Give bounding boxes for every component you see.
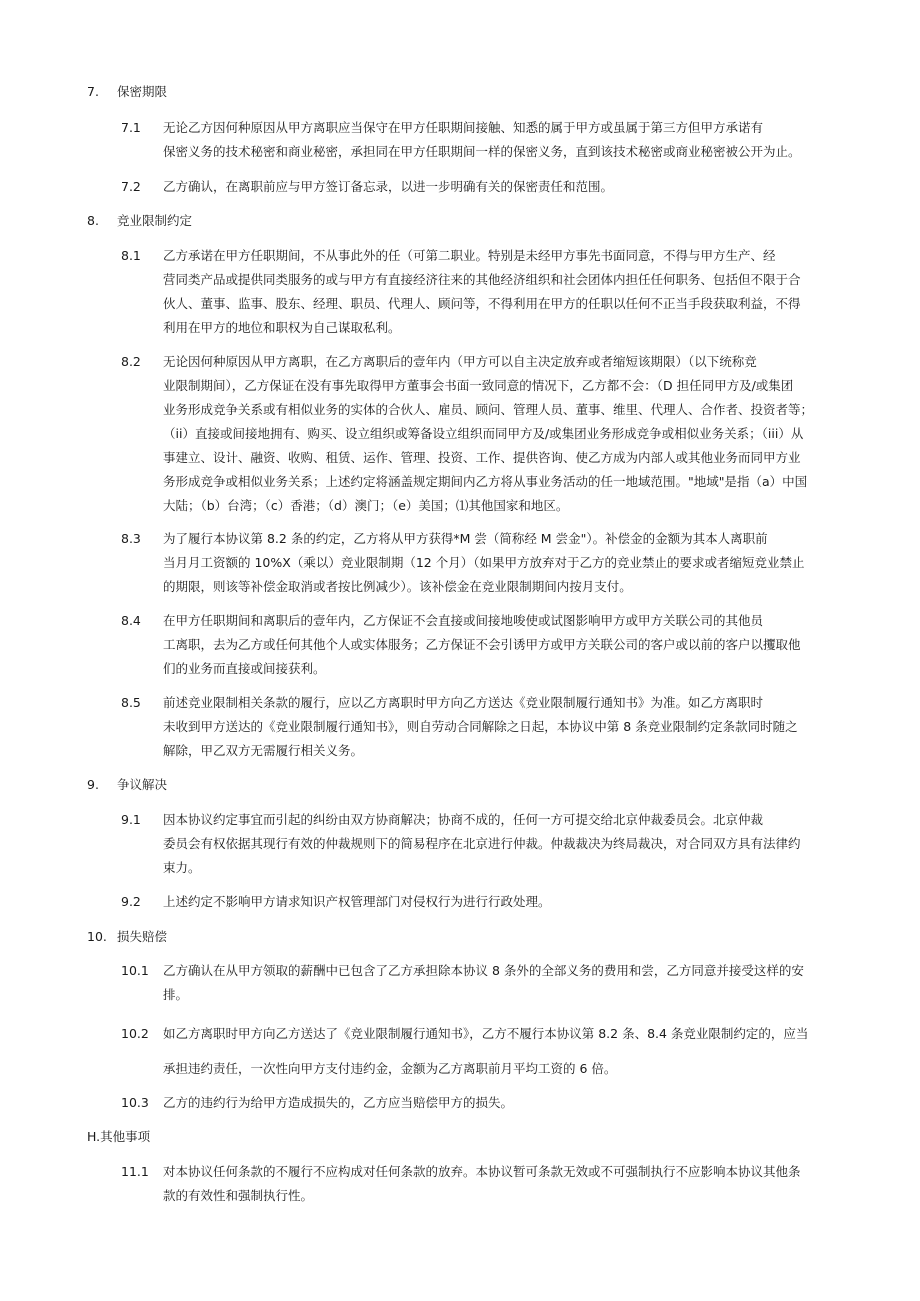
- clause-8-2-line4: （ii）直接或间接地拥有、购买、设立组织或筹备设立组织而同甲方及/或集团业务形成竞争或相似业务关系；（iii）从: [163, 426, 804, 441]
- section-10-number: 10.: [87, 929, 107, 944]
- clause-8-5-number: 8.5: [121, 695, 141, 710]
- section-9-title: 争议解决: [117, 777, 168, 792]
- clause-8-1-line1: 乙方承诺在甲方任职期间，不从事此外的任（可第二职业。特别是未经甲方事先书面同意，不得与甲方生产、经: [163, 248, 776, 263]
- clause-10-2-number: 10.2: [121, 1026, 149, 1041]
- clause-9-2-line1: 上述约定不影响甲方请求知识产权管理部门对侵权行为进行行政处理。: [163, 894, 551, 909]
- clause-10-3-line1: 乙方的违约行为给甲方造成损失的，乙方应当赔偿甲方的损失。: [163, 1095, 514, 1110]
- section-10-title: 损失赔偿: [117, 929, 168, 944]
- clause-8-3-line1: 为了履行本协议第 8.2 条的约定，乙方将从甲方获得*M 尝（简称经 M 尝金"）。补偿金的金额为其本人离职前: [163, 531, 768, 546]
- clause-8-4-line1: 在甲方任职期间和离职后的壹年内，乙方保证不会直接或间接地唆使或试图影响甲方或甲方关联公司的其他员: [163, 613, 764, 628]
- clause-9-2-number: 9.2: [121, 894, 141, 909]
- clause-11-1-number: 11.1: [121, 1164, 149, 1179]
- clause-9-1-line2: 委员会有权依据其现行有效的仲裁规则下的简易程序在北京进行仲裁。仲裁裁决为终局裁决，对合同双方具有法律约: [163, 836, 801, 851]
- clause-10-1-number: 10.1: [121, 963, 149, 978]
- clause-8-3-line3: 的期限，则该等补偿金取消或者按比例减少）。该补偿金在竞业限制期间内按月支付。: [163, 579, 632, 594]
- section-9-number: 9.: [87, 777, 99, 792]
- clause-10-1-line2: 排。: [163, 987, 189, 1002]
- clause-8-5-line3: 解除，甲乙双方无需履行相关义务。: [163, 743, 364, 758]
- section-7-number: 7.: [87, 84, 99, 99]
- clause-8-2-line3: 业务形成竞争关系或有相似业务的实体的合伙人、雇员、顾问、管理人员、董事、维里、代理人、合作者、投资者等；: [163, 402, 814, 417]
- clause-7-1-number: 7.1: [121, 120, 141, 135]
- clause-10-1-line1: 乙方确认在从甲方领取的薪酬中已包含了乙方承担除本协议 8 条外的全部义务的费用和尝，乙方同意并接受这样的安: [163, 963, 804, 978]
- clause-7-1-line2: 保密义务的技术秘密和商业秘密，承担同在甲方任职期间一样的保密义务，直到该技术秘密或商业秘密被公开为止。: [163, 144, 801, 159]
- clause-8-2-line2: 业限制期间），乙方保证在没有事先取得甲方董事会书面一致同意的情况下，乙方都不会：（D 担任同甲方及/或集团: [163, 378, 794, 393]
- clause-8-4-line2: 工离职，去为乙方或任何其他个人或实体服务；乙方保证不会引诱甲方或甲方关联公司的客户或以前的客户以攫取他: [163, 637, 801, 652]
- clause-7-2-line1: 乙方确认，在离职前应与甲方签订备忘录，以进一步明确有关的保密责任和范围。: [163, 179, 614, 194]
- clause-9-1-line1: 因本协议约定事宜而引起的纠纷由双方协商解决；协商不成的，任何一方可提交给北京仲裁委员会。北京仲裁: [163, 812, 764, 827]
- clause-8-5-line2: 未收到甲方送达的《竞业限制履行通知书》，则自劳动合同解除之日起，本协议中第 8 条竞业限制约定条款同时随之: [163, 719, 798, 734]
- clause-8-1-line3: 伙人、董事、监事、股东、经理、职员、代理人、顾问等，不得利用在甲方的任职以任何不正当手段获取利益，不得: [163, 296, 801, 311]
- clause-8-3-number: 8.3: [121, 531, 141, 546]
- clause-8-2-line7: 大陆；（b）台湾；（c）香港；（d）澳门；（e）美国；⑴其他国家和地区。: [163, 498, 569, 513]
- clause-10-3-number: 10.3: [121, 1095, 149, 1110]
- clause-8-2-line1: 无论因何种原因从甲方离职，在乙方离职后的壹年内（甲方可以自主决定放弃或者缩短该期限）（以下统称竞: [163, 354, 757, 369]
- clause-8-1-line4: 利用在甲方的地位和职权为自己谋取私利。: [163, 320, 401, 335]
- clause-9-1-number: 9.1: [121, 812, 141, 827]
- clause-8-2-line5: 事建立、设计、融资、收购、租赁、运作、管理、投资、工作、提供咨询、使乙方成为内部人或其他业务而同甲方业: [163, 450, 801, 465]
- section-7-title: 保密期限: [117, 84, 168, 99]
- clause-11-1-line1: 对本协议任何条款的不履行不应构成对任何条款的放弃。本协议暂可条款无效或不可强制执行不应影响本协议其他条: [163, 1164, 801, 1179]
- clause-9-1-line3: 束力。: [163, 860, 201, 875]
- section-11-title: H.其他事项: [87, 1129, 151, 1144]
- clause-10-2-line1: 如乙方离职时甲方向乙方送达了《竞业限制履行通知书》，乙方不履行本协议第 8.2 条、8.4 条竞业限制约定的，应当: [163, 1026, 809, 1041]
- clause-11-1-line2: 款的有效性和强制执行性。: [163, 1188, 314, 1203]
- clause-8-1-line2: 营同类产品或提供同类服务的或与甲方有直接经济往来的其他经济组织和社会团体内担任任何职务、包括但不限于合: [163, 272, 801, 287]
- clause-7-2-number: 7.2: [121, 179, 141, 194]
- clause-8-2-number: 8.2: [121, 354, 141, 369]
- clause-8-5-line1: 前述竞业限制相关条款的履行，应以乙方离职时甲方向乙方送达《竞业限制履行通知书》为准。如乙方离职时: [163, 695, 764, 710]
- clause-8-4-line3: 们的业务而直接或间接获利。: [163, 661, 326, 676]
- section-8-number: 8.: [87, 213, 99, 228]
- clause-8-1-number: 8.1: [121, 248, 141, 263]
- section-8-title: 竞业限制约定: [117, 213, 193, 228]
- clause-7-1-line1: 无论乙方因何种原因从甲方离职应当保守在甲方任职期间接触、知悉的属于甲方或虽属于第三方但甲方承诺有: [163, 120, 764, 135]
- clause-8-3-line2: 当月月工资额的 10%X（乘以）竞业限制期（12 个月）（如果甲方放弃对于乙方的竞业禁止的要求或者缩短竞业禁止: [163, 555, 805, 570]
- clause-10-2-line2: 承担违约责任，一次性向甲方支付违约金，金额为乙方离职前月平均工资的 6 倍。: [163, 1061, 617, 1076]
- clause-8-2-line6: 务形成竞争或相似业务关系；上述约定将涵盖规定期间内乙方将从事业务活动的任一地域范围。"地域"是指（a）中国: [163, 474, 808, 489]
- clause-8-4-number: 8.4: [121, 613, 141, 628]
